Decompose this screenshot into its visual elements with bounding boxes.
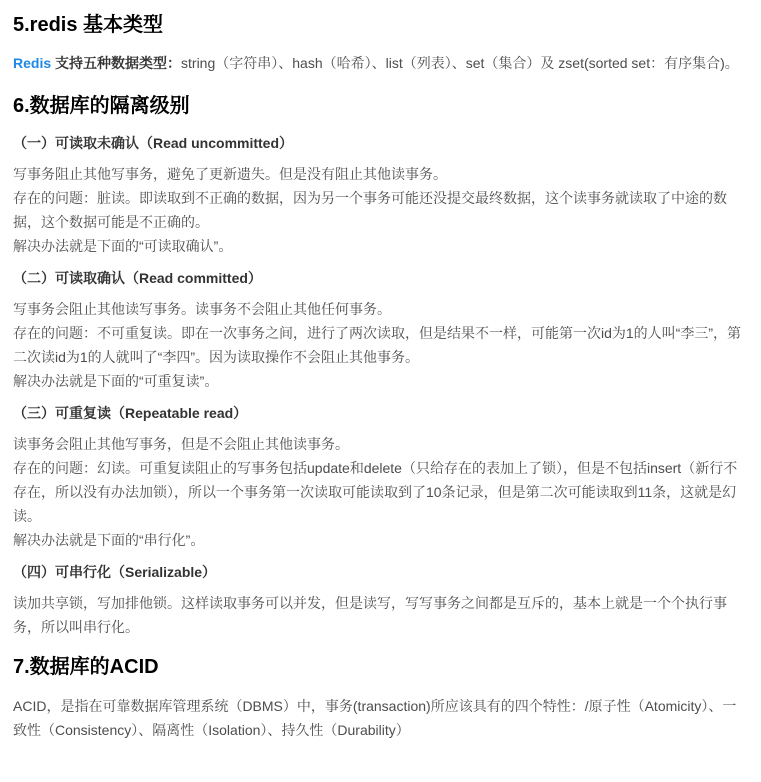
redis-keyword: Redis [13, 55, 52, 71]
level-body [13, 297, 747, 393]
paragraph-line: 存在的问题：不可重复读。即在一次事务之间，进行了两次读取，但是结果不一样，可能第一次id为1的人叫“李三”，第二次读id为1的人就叫了“李四”。因为读取操作不会阻止其他事务。 [13, 325, 742, 365]
paragraph-line: 解决办法就是下面的“可重复读”。 [13, 373, 219, 389]
paragraph-line: 解决办法就是下面的“串行化”。 [13, 532, 205, 548]
level-body [13, 162, 747, 258]
redis-types-paragraph [13, 51, 747, 75]
level-body [13, 432, 747, 552]
level-heading-read-uncommitted: （一）可读取未确认（Read uncommitted） [13, 135, 294, 151]
section-heading-isolation-levels: 6.数据库的隔离级别 [13, 95, 190, 117]
paragraph-line: 写事务会阻止其他读写事务。读事务不会阻止其他任何事务。 [13, 301, 391, 317]
level-heading-serializable: （四）可串行化（Serializable） [13, 564, 217, 580]
section-heading-acid: 7.数据库的ACID [13, 656, 159, 678]
paragraph-line: 存在的问题：脏读。即读取到不正确的数据，因为另一个事务可能还没提交最终数据，这个读事务就读取了中途的数据，这个数据可能是不正确的。 [13, 190, 727, 230]
level-heading-read-committed: （二）可读取确认（Read committed） [13, 270, 262, 286]
intro-bold: 支持五种数据类型： [55, 55, 182, 71]
paragraph-line: 读事务会阻止其他写事务，但是不会阻止其他读事务。 [13, 436, 349, 452]
intro-text: string（字符串）、hash（哈希）、list（列表）、set（集合）及 zset(sorted set：有序集合)。 [181, 55, 739, 71]
paragraph-line: 读加共享锁，写加排他锁。这样读取事务可以并发，但是读写，写写事务之间都是互斥的，基本上就是一个个执行事务，所以叫串行化。 [13, 595, 727, 635]
paragraph-line: 解决办法就是下面的“可读取确认”。 [13, 238, 233, 254]
paragraph-line: 写事务阻止其他写事务，避免了更新遗失。但是没有阻止其他读事务。 [13, 166, 447, 182]
level-body [13, 591, 747, 639]
acid-body [13, 694, 747, 742]
acid-paragraph: ACID，是指在可靠数据库管理系统（DBMS）中，事务(transaction)所应该具有的四个特性：/原子性（Atomicity）、一致性（Consistency）、隔离性（Isolation）、持久性（Durability） [13, 698, 737, 738]
section-heading-redis-types: 5.redis 基本类型 [13, 14, 164, 36]
level-heading-repeatable-read: （三）可重复读（Repeatable read） [13, 405, 248, 421]
paragraph-line: 存在的问题：幻读。可重复读阻止的写事务包括update和delete（只给存在的表加上了锁），但是不包括insert（新行不存在，所以没有办法加锁），所以一个事务第一次读取可能读取到了10条记录，但是第二次可能读取到11条，这就是幻读。 [13, 460, 738, 524]
